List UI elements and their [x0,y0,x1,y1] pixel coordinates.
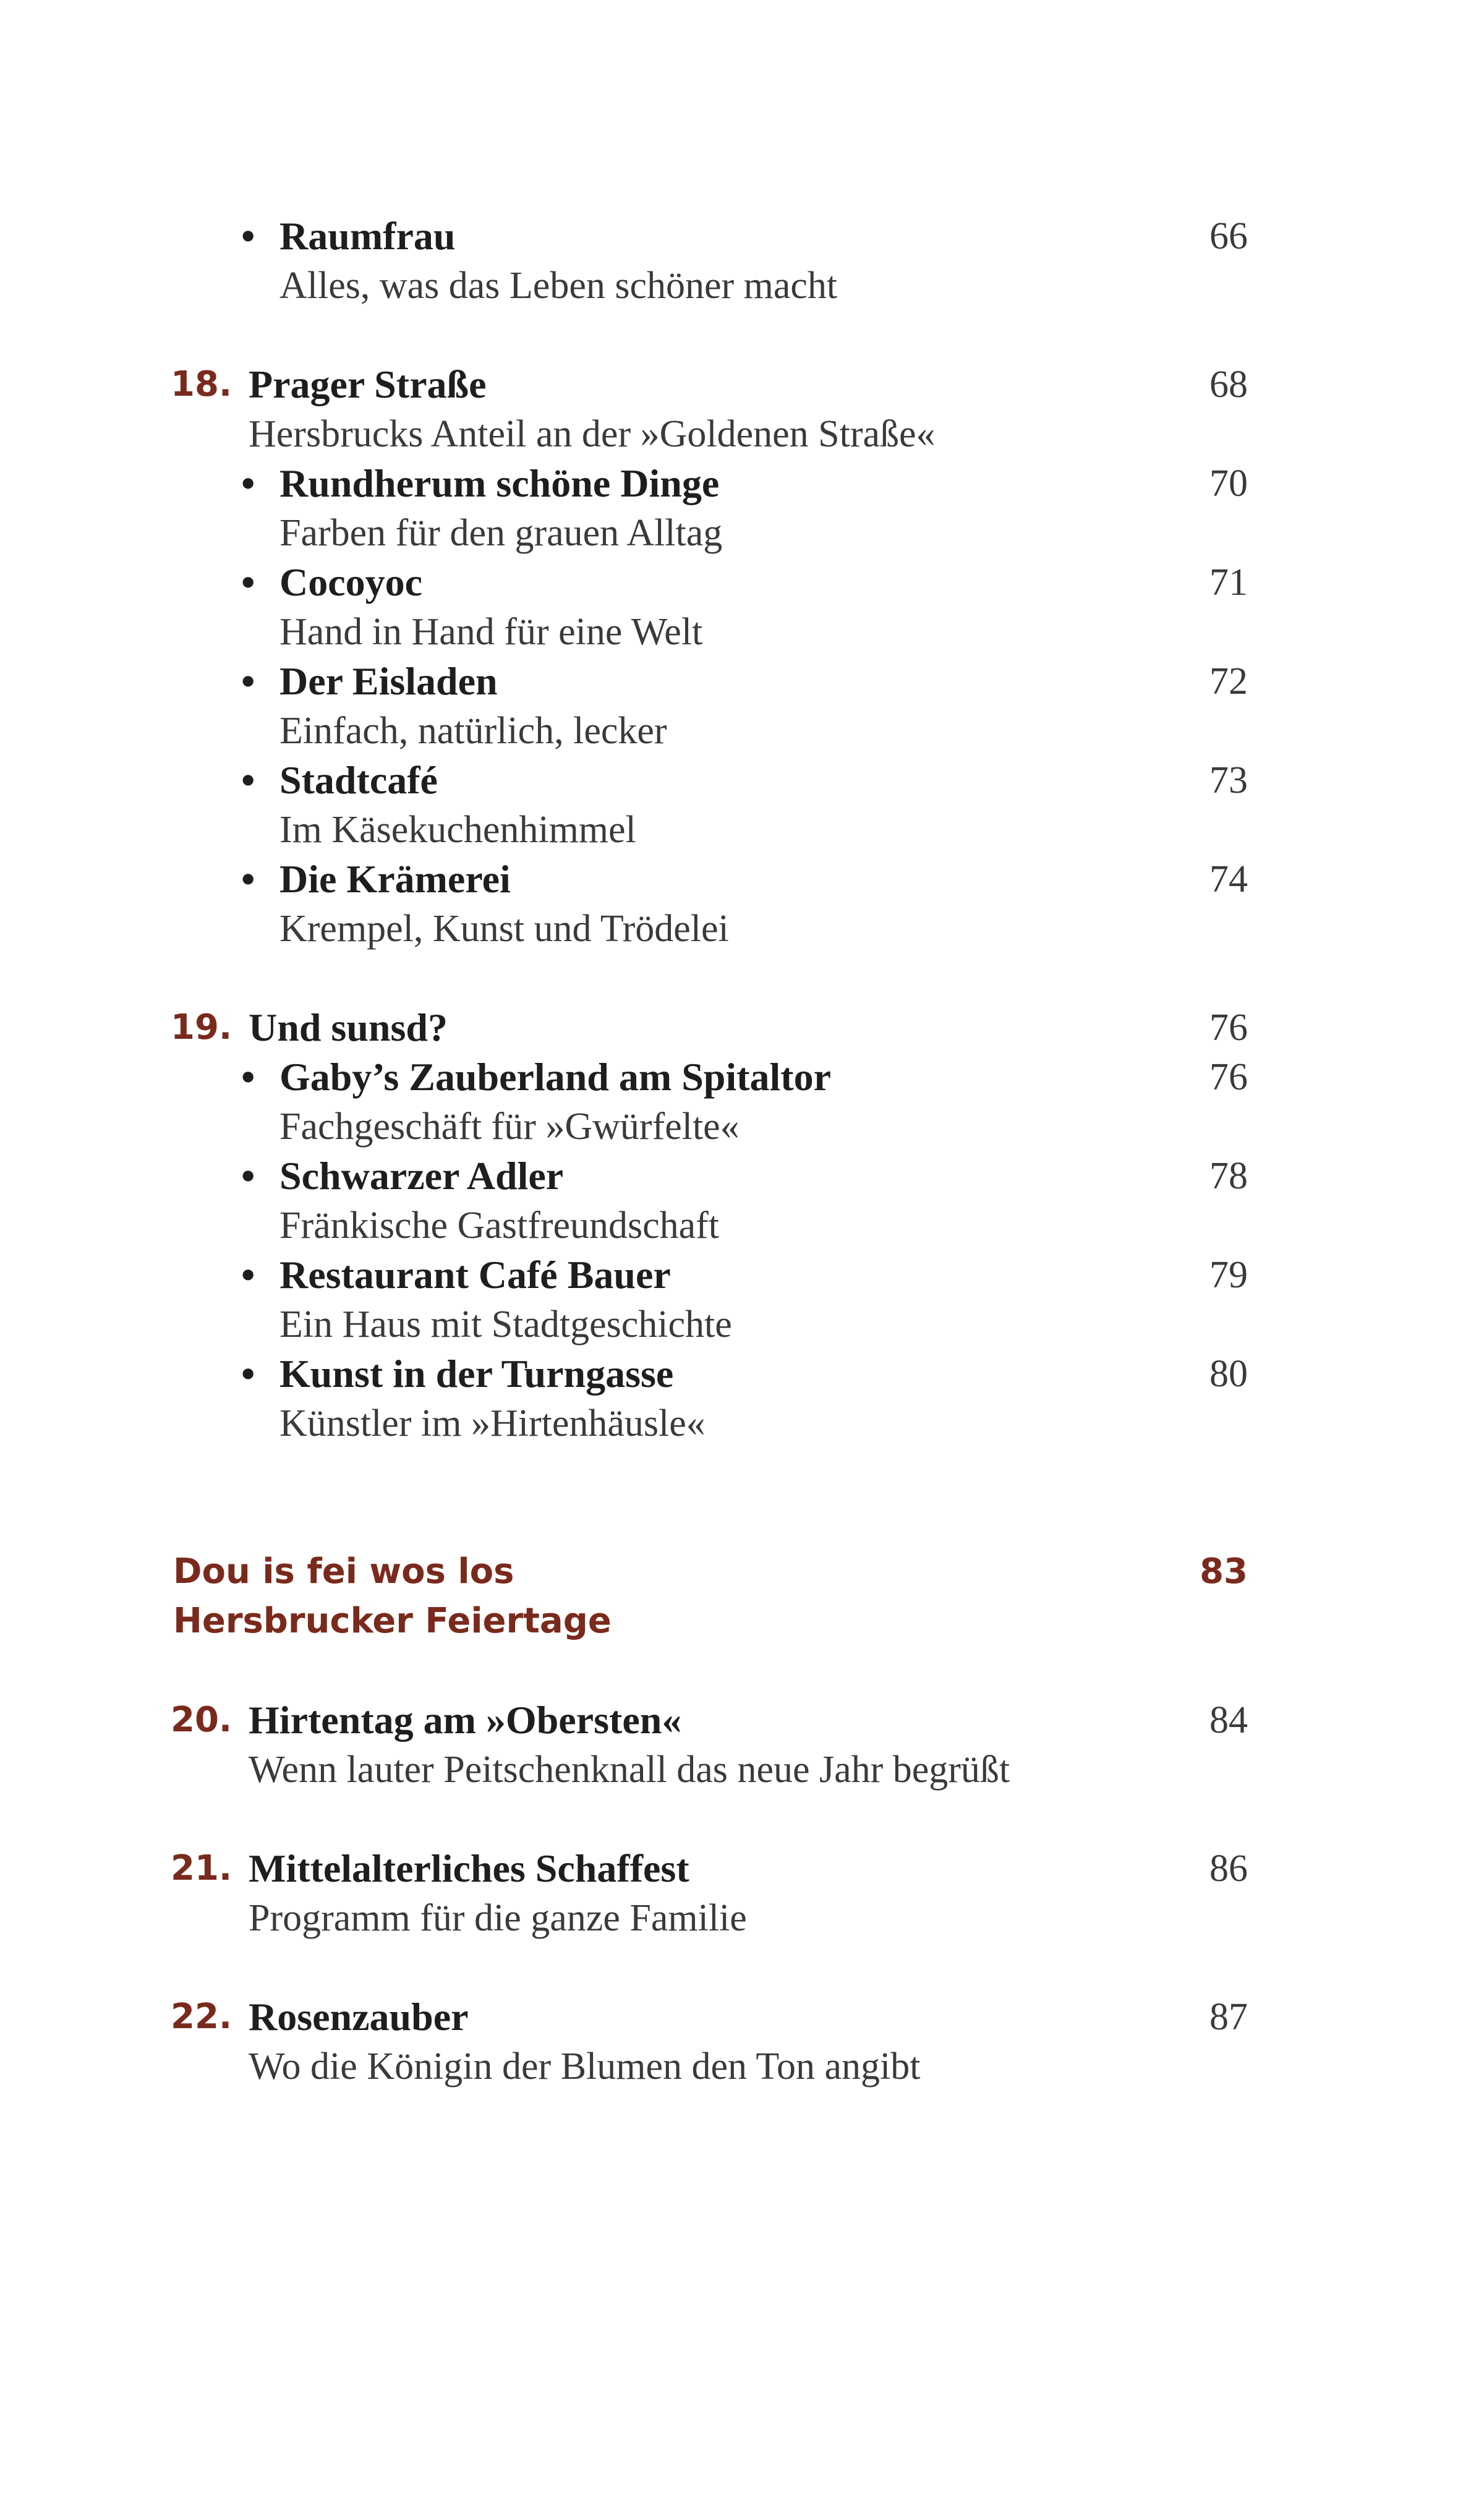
entry-title: Restaurant Café Bauer [279,1253,671,1297]
entry-subtitle: Krempel, Kunst und Trödelei [279,908,729,950]
toc-chapter-18[interactable] [0,360,1484,409]
chapter-subtitle: Hersbrucks Anteil an der »Goldenen Straße« [249,413,936,455]
toc-entry-subtitle [0,1399,1484,1448]
toc-entry-subtitle [0,706,1484,756]
page-number: 70 [1209,463,1248,505]
chapter-title: Hirtentag am »Obersten« [249,1698,682,1742]
toc-chapter-22[interactable] [0,1992,1484,2042]
entry-subtitle: Ein Haus mit Stadtgeschichte [279,1303,732,1346]
page-number: 66 [1209,215,1248,257]
page-number: 74 [1209,858,1248,900]
toc-entry[interactable] [0,855,1484,904]
entry-title: Der Eisladen [279,659,498,703]
bullet-icon: • [241,560,255,604]
toc-entry-subtitle [0,1201,1484,1250]
entry-title: Schwarzer Adler [279,1154,564,1198]
chapter-title: Rosenzauber [249,1995,469,2039]
page-number: 78 [1209,1155,1248,1197]
bullet-icon: • [241,1055,255,1099]
section-title: Dou is fei wos los [173,1551,514,1592]
chapter-title: Und sunsd? [249,1005,448,1049]
entry-title: Kunst in der Turngasse [279,1352,674,1396]
bullet-icon: • [241,1253,255,1297]
page-number: 87 [1209,1996,1248,2038]
entry-title: Rundherum schöne Dinge [279,461,720,505]
bullet-icon: • [241,659,255,703]
toc-entry-subtitle [0,1300,1484,1349]
page-number: 80 [1209,1353,1248,1395]
bullet-icon: • [241,758,255,802]
toc-section-subheading [0,1597,1484,1646]
chapter-number: 20. [171,1700,232,1740]
toc-entry-subtitle [0,261,1484,310]
entry-subtitle: Alles, was das Leben schöner macht [279,265,838,307]
entry-subtitle: Fränkische Gastfreundschaft [279,1205,720,1247]
entry-title: Die Krämerei [279,857,511,901]
bullet-icon: • [241,857,255,901]
bullet-icon: • [241,1352,255,1396]
entry-title: Cocoyoc [279,560,423,604]
page-number: 71 [1209,561,1248,603]
chapter-number: 18. [171,364,232,404]
entry-subtitle: Farben für den grauen Alltag [279,512,723,554]
entry-title: Gaby’s Zauberland am Spitaltor [279,1055,831,1099]
toc-entry[interactable] [0,1250,1484,1300]
entry-subtitle: Künstler im »Hirtenhäusle« [279,1402,706,1444]
entry-subtitle: Hand in Hand für eine Welt [279,611,703,653]
toc-entry[interactable] [0,1349,1484,1399]
chapter-subtitle-row [0,2042,1484,2091]
bullet-icon: • [241,461,255,505]
section-subtitle: Hersbrucker Feiertage [173,1601,612,1641]
chapter-title: Mittelalterliches Schaffest [249,1846,689,1890]
toc-entry[interactable] [0,558,1484,607]
toc-entry[interactable] [0,1052,1484,1102]
page-number: 72 [1209,660,1248,702]
entry-title: Raumfrau [279,214,456,258]
toc-chapter-21[interactable] [0,1844,1484,1893]
chapter-number: 22. [171,1997,232,2037]
page-number: 73 [1209,759,1248,801]
bullet-icon: • [241,214,255,258]
toc-chapter-19[interactable] [0,1003,1484,1052]
bullet-icon: • [241,1154,255,1198]
page-number: 86 [1209,1848,1248,1890]
toc-entry[interactable] [0,657,1484,706]
page-number: 79 [1209,1254,1248,1296]
section-page-number: 83 [1200,1551,1248,1592]
toc-entry[interactable] [0,756,1484,805]
chapter-number: 21. [171,1848,232,1888]
page-number: 84 [1209,1699,1248,1741]
toc-entry-subtitle [0,904,1484,953]
entry-title: Stadtcafé [279,758,438,802]
toc-entry-subtitle [0,607,1484,657]
toc-entry-subtitle [0,1102,1484,1151]
page-number: 76 [1209,1007,1248,1049]
chapter-subtitle-row [0,1893,1484,1943]
toc-chapter-20[interactable] [0,1695,1484,1745]
page-number: 68 [1209,364,1248,406]
chapter-subtitle: Wo die Königin der Blumen den Ton angibt [249,2045,921,2088]
toc-entry-subtitle [0,805,1484,855]
chapter-subtitle-row [0,409,1484,459]
toc-entry-raumfrau[interactable] [0,211,1484,261]
entry-subtitle: Einfach, natürlich, lecker [279,710,667,752]
toc-entry[interactable] [0,1151,1484,1201]
entry-subtitle: Fachgeschäft für »Gwürfelte« [279,1106,740,1148]
chapter-subtitle: Wenn lauter Peitschenknall das neue Jahr begrüßt [249,1749,1010,1791]
chapter-number: 19. [171,1007,232,1047]
toc-section-heading[interactable] [0,1547,1484,1597]
chapter-subtitle-row [0,1745,1484,1794]
entry-subtitle: Im Käsekuchenhimmel [279,809,636,851]
chapter-subtitle: Programm für die ganze Familie [249,1897,747,1939]
page-number: 76 [1209,1056,1248,1098]
chapter-title: Prager Straße [249,362,487,406]
toc-entry-subtitle [0,508,1484,558]
toc-entry[interactable] [0,459,1484,508]
